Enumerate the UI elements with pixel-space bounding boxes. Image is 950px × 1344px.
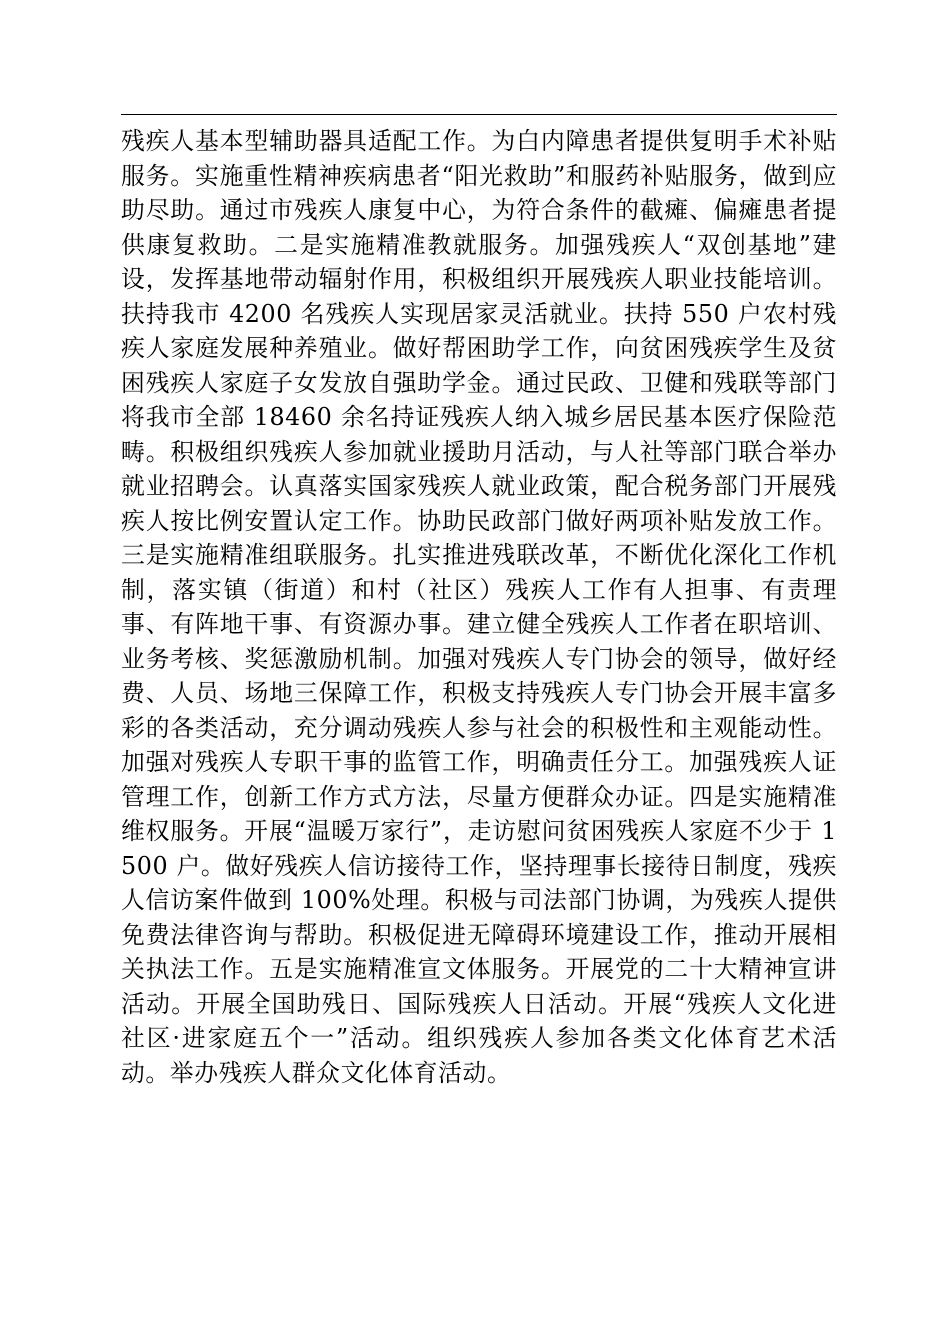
body-paragraph: 残疾人基本型辅助器具适配工作。为白内障患者提供复明手术补贴服务。实施重性精神疾病患者“阳光救助”和服药补贴服务，做到应助尽助。通过市残疾人康复中心，为符合条件的截瘫、偏瘫患者提供康复救助。二是实施精准教就服务。加强残疾人“双创基地”建设，发挥基地带动辐射作用，积极组织开展残疾人职业技能培训。扶持我市 4200 名残疾人实现居家灵活就业。扶持 550 户农村残疾人家庭发展种养殖业。做好帮困助学工作，向贫困残疾学生及贫困残疾人家庭子女发放自强助学金。通过民政、卫健和残联等部门将我市全部 18460 余名持证残疾人纳入城乡居民基本医疗保险范畴。积极组织残疾人参加就业援助月活动，与人社等部门联合举办就业招聘会。认真落实国家残疾人就业政策，配合税务部门开展残疾人按比例安置认定工作。协助民政部门做好两项补贴发放工作。三是实施精准组联服务。扎实推进残联改革，不断优化深化工作机制，落实镇（街道）和村（社区）残疾人工作有人担事、有责理事、有阵地干事、有资源办事。建立健全残疾人工作者在职培训、业务考核、奖惩激励机制。加强对残疾人专门协会的领导，做好经费、人员、场地三保障工作，积极支持残疾人专门协会开展丰富多彩的各类活动，充分调动残疾人参与社会的积极性和主观能动性。加强对残疾人专职干事的监管工作，明确责任分工。加强残疾人证管理工作，创新工作方式方法，尽量方便群众办证。四是实施精准维权服务。开展“温暖万家行”，走访慰问贫困残疾人家庭不少于 1500 户。做好残疾人信访接待工作，坚持理事长接待日制度，残疾人信访案件做到 100%处理。积极与司法部门协调，为残疾人提供免费法律咨询与帮助。积极促进无障碍环境建设工作，推动开展相关执法工作。五是实施精准宣文体服务。开展党的二十大精神宣讲活动。开展全国助残日、国际残疾人日活动。开展“残疾人文化进社区·进家庭五个一”活动。组织残疾人参加各类文化体育艺术活动。举办残疾人群众文化体育活动。 bbox=[121, 127, 837, 1087]
header-rule bbox=[121, 114, 837, 115]
